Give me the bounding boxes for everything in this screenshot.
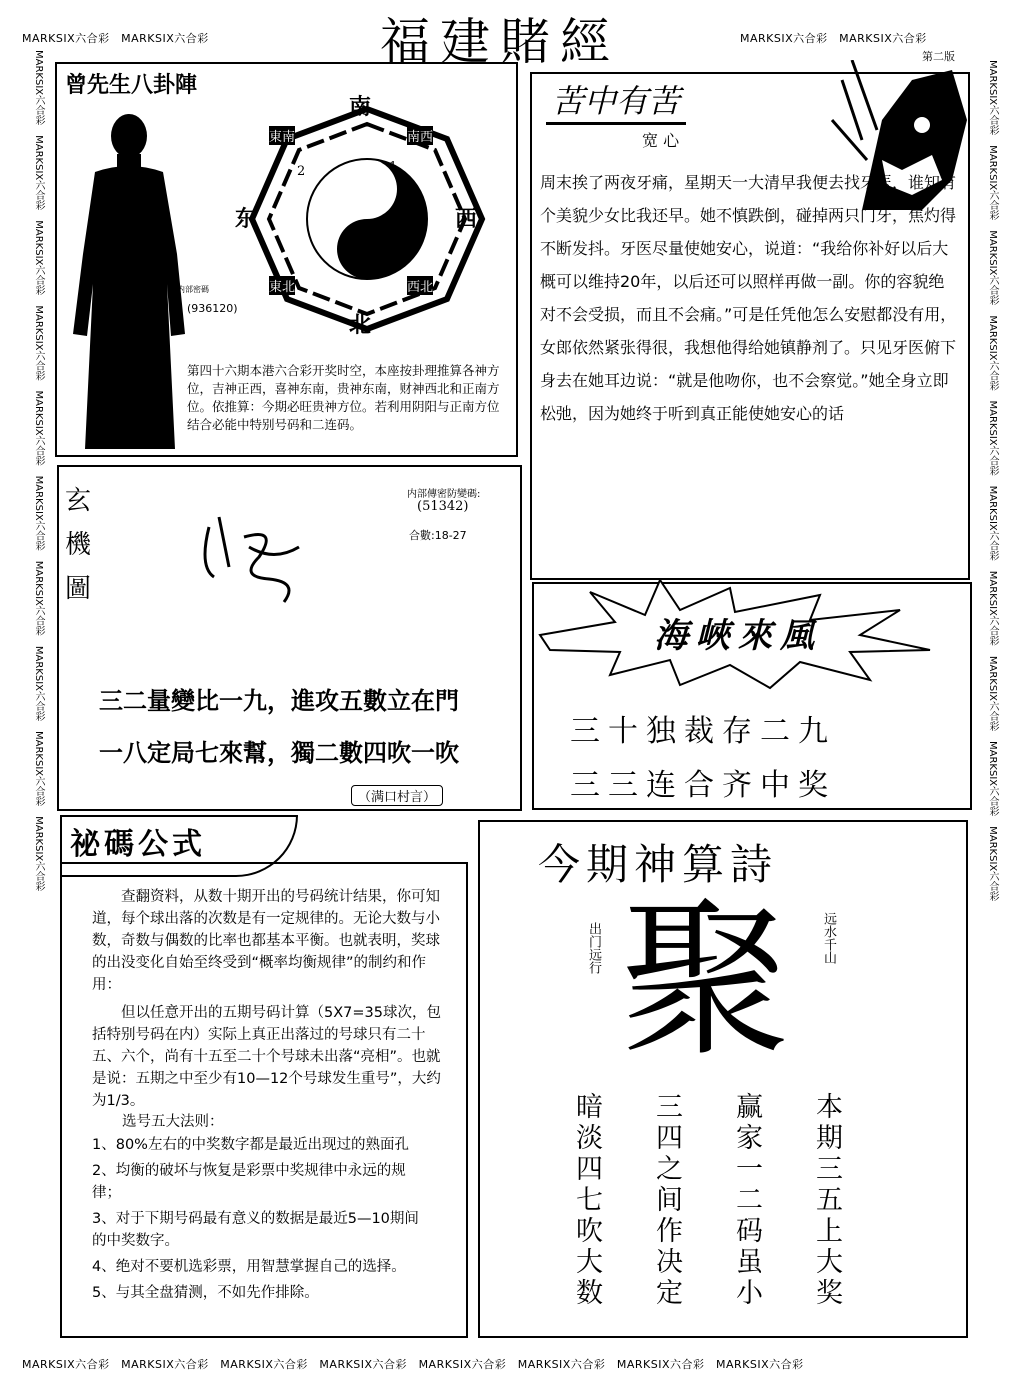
poem-right-vertical: 远水千山	[821, 912, 836, 964]
bagua-number: 9	[387, 250, 396, 265]
border-text: MARKSIX六合彩	[418, 1358, 507, 1371]
formula-rule: 1、80%左右的中奖数字都是最近出现过的熟面孔	[92, 1137, 409, 1153]
bagua-code-label: 内部密碼	[177, 285, 209, 294]
xuanji-label-char: 圖	[65, 574, 92, 604]
direction-northeast: 東北	[269, 276, 295, 295]
poem-column-text: 暗淡四七吹大数	[571, 1092, 602, 1309]
border-text: MARKSIX六合彩	[33, 305, 44, 381]
xuanji-code: (51342)	[417, 499, 469, 514]
formula-para-2: 但以任意开出的五期号码计算（5X7=35球次，包括特别号码在内）实际上真正出落过的号球只有二十五、六个，尚有十五至二十个号球未出落“亮相”。也就是说：五期之中至少有10—12个号球发生重号”，大约为1/3。	[92, 1005, 441, 1109]
border-text: MARKSIX六合彩	[33, 135, 44, 211]
border-text: MARKSIX六合彩	[22, 1358, 110, 1371]
border-text: MARKSIX六合彩	[33, 816, 44, 892]
bagua-box	[55, 62, 518, 457]
border-strip-right	[980, 60, 1000, 1350]
bagua-number: 1	[389, 160, 398, 175]
xuanji-sum: 合數:18-27	[409, 529, 467, 542]
formula-box	[60, 862, 468, 1338]
border-text: MARKSIX六合彩	[121, 32, 209, 45]
poem-column	[650, 1092, 683, 1309]
haixia-line-2: 三三连合齐中奖	[570, 768, 836, 803]
border-text: MARKSIX六合彩	[33, 390, 44, 466]
xuanji-code-label: 内部傳密防變碼:	[407, 489, 481, 500]
border-text: MARKSIX六合彩	[33, 645, 44, 721]
direction-south: 南	[349, 95, 372, 120]
border-text: MARKSIX六合彩	[839, 32, 927, 45]
border-text: MARKSIX六合彩	[740, 32, 828, 45]
poem-column-text: 三四之间作决定	[651, 1092, 682, 1309]
poem-left-vertical: 出门远行	[586, 922, 601, 974]
border-strip-left	[26, 50, 46, 1350]
xuanji-label-char: 玄	[65, 486, 92, 516]
border-text: MARKSIX六合彩	[987, 570, 998, 646]
haixia-box	[532, 582, 972, 810]
border-strip-bottom	[22, 1356, 1012, 1372]
direction-southwest: 南西	[407, 126, 433, 145]
formula-rule: 3、对于下期号码最有意义的数据是最近5—10期间的中奖数字。	[92, 1211, 419, 1249]
xuanji-box	[57, 465, 522, 811]
story-box	[530, 72, 970, 580]
story-text: 周末挨了两夜牙痛，星期天一大清早我便去找牙医，谁知有个美貌少女比我还早。她不慎跌倒，碰掉两只门牙，焦灼得不断发抖。牙医尽量使她安心，说道：“我给你补好以后大概可以维持20年，以后还可以照样再做一副。你的容貌绝对不会受损，而且不会痛。”可是任凭他怎么安慰都没有用，女郎依然紧张得很，我想他得给她镇静剂了。只见牙医俯下身去在她耳边说：“就是他吻你，也不会察觉。”她全身立即松弛，因为她终于听到真正能使她安心的话	[540, 173, 957, 423]
border-text: MARKSIX六合彩	[33, 731, 44, 807]
border-text: MARKSIX六合彩	[517, 1358, 606, 1371]
formula-rule: 4、绝对不要机选彩票，用智慧掌握自己的选择。	[92, 1259, 406, 1275]
border-text: MARKSIX六合彩	[987, 145, 998, 221]
bagua-text: 第四十六期本港六合彩开奖时空，本座按卦理推算各神方位，吉神正西，喜神东南，贵神东南，财神西北和正南方位。依推算：今期必旺贵神方位。若利用阴阳与正南方位结合必能中特别号码和二连码。	[187, 363, 500, 432]
xuanji-label	[65, 479, 91, 611]
border-text: MARKSIX六合彩	[319, 1358, 408, 1371]
poem-heading: 今期神算詩	[538, 840, 779, 889]
border-text: MARKSIX六合彩	[33, 220, 44, 296]
formula-rule: 2、均衡的破坏与恢复是彩票中奖规律中永远的规律；	[92, 1163, 406, 1201]
story-heading: 苦中有苦	[546, 76, 686, 125]
poem-big-char: 聚	[620, 882, 791, 1080]
border-text: MARKSIX六合彩	[33, 560, 44, 636]
bagua-number: 4	[341, 236, 350, 251]
border-text: MARKSIX六合彩	[987, 230, 998, 306]
xuanji-line-2: 一八定局七來幫，獨二數四吹一吹	[99, 739, 459, 767]
page-title: 福建賭經	[380, 13, 620, 71]
xuanji-note: （满口村言）	[351, 785, 443, 806]
formula-rule: 5、与其全盘猜测，不如先作排除。	[92, 1285, 319, 1301]
poem-column-text: 本期三五上大奖	[811, 1092, 842, 1309]
direction-east: 东	[235, 207, 258, 232]
haixia-line-1: 三十独裁存二九	[570, 714, 836, 749]
border-text: MARKSIX六合彩	[987, 826, 998, 902]
border-strip-top-right	[740, 30, 1010, 46]
direction-northwest: 西北	[407, 276, 433, 295]
poem-box	[478, 820, 968, 1338]
border-strip-top-left	[22, 30, 302, 46]
border-text: MARKSIX六合彩	[121, 1358, 209, 1371]
poem-column	[570, 1092, 603, 1309]
border-text: MARKSIX六合彩	[220, 1358, 308, 1371]
formula-para-1: 查翻资料，从数十期开出的号码统计结果，你可知道，每个球出落的次数是有一定规律的。无论大数与小数，奇数与偶数的比率也都基本平衡。也就表明，奖球的出没变化自始至终受到“概率均衡规律”的制约和作用：	[92, 889, 440, 993]
poem-column-text: 赢家一二码虽小	[731, 1092, 762, 1309]
border-text: MARKSIX六合彩	[33, 50, 44, 126]
poem-column	[810, 1092, 843, 1309]
formula-rules-title: 选号五大法则：	[122, 1114, 224, 1130]
story-subtitle: 宽 心	[642, 131, 680, 150]
border-text: MARKSIX六合彩	[987, 400, 998, 476]
xuanji-line-1: 三二量變比一九，進攻五數立在門	[99, 687, 459, 715]
xuanji-label-char: 機	[65, 530, 92, 560]
bagua-heading: 曾先生八卦陣	[65, 73, 198, 98]
formula-heading: 祕碼公式	[70, 827, 206, 862]
direction-southeast: 東南	[269, 126, 295, 145]
bagua-code: (936120)	[187, 302, 238, 315]
direction-west: 西	[455, 207, 478, 232]
border-text: MARKSIX六合彩	[987, 741, 998, 817]
border-text: MARKSIX六合彩	[22, 32, 110, 45]
edition-label: 第二版	[922, 50, 955, 63]
border-text: MARKSIX六合彩	[987, 60, 998, 136]
formula-rules-list	[92, 1134, 432, 1308]
direction-north: 北	[349, 313, 372, 338]
figure-silhouette	[67, 104, 202, 454]
haixia-heading: 海峽來風	[654, 616, 822, 656]
bagua-number: 2	[297, 164, 306, 179]
border-text: MARKSIX六合彩	[987, 655, 998, 731]
handwritten-glyph	[189, 507, 319, 607]
border-text: MARKSIX六合彩	[987, 315, 998, 391]
border-text: MARKSIX六合彩	[616, 1358, 705, 1371]
poem-column	[730, 1092, 763, 1309]
border-text: MARKSIX六合彩	[987, 485, 998, 561]
border-text: MARKSIX六合彩	[33, 475, 44, 551]
border-text: MARKSIX六合彩	[715, 1358, 804, 1371]
